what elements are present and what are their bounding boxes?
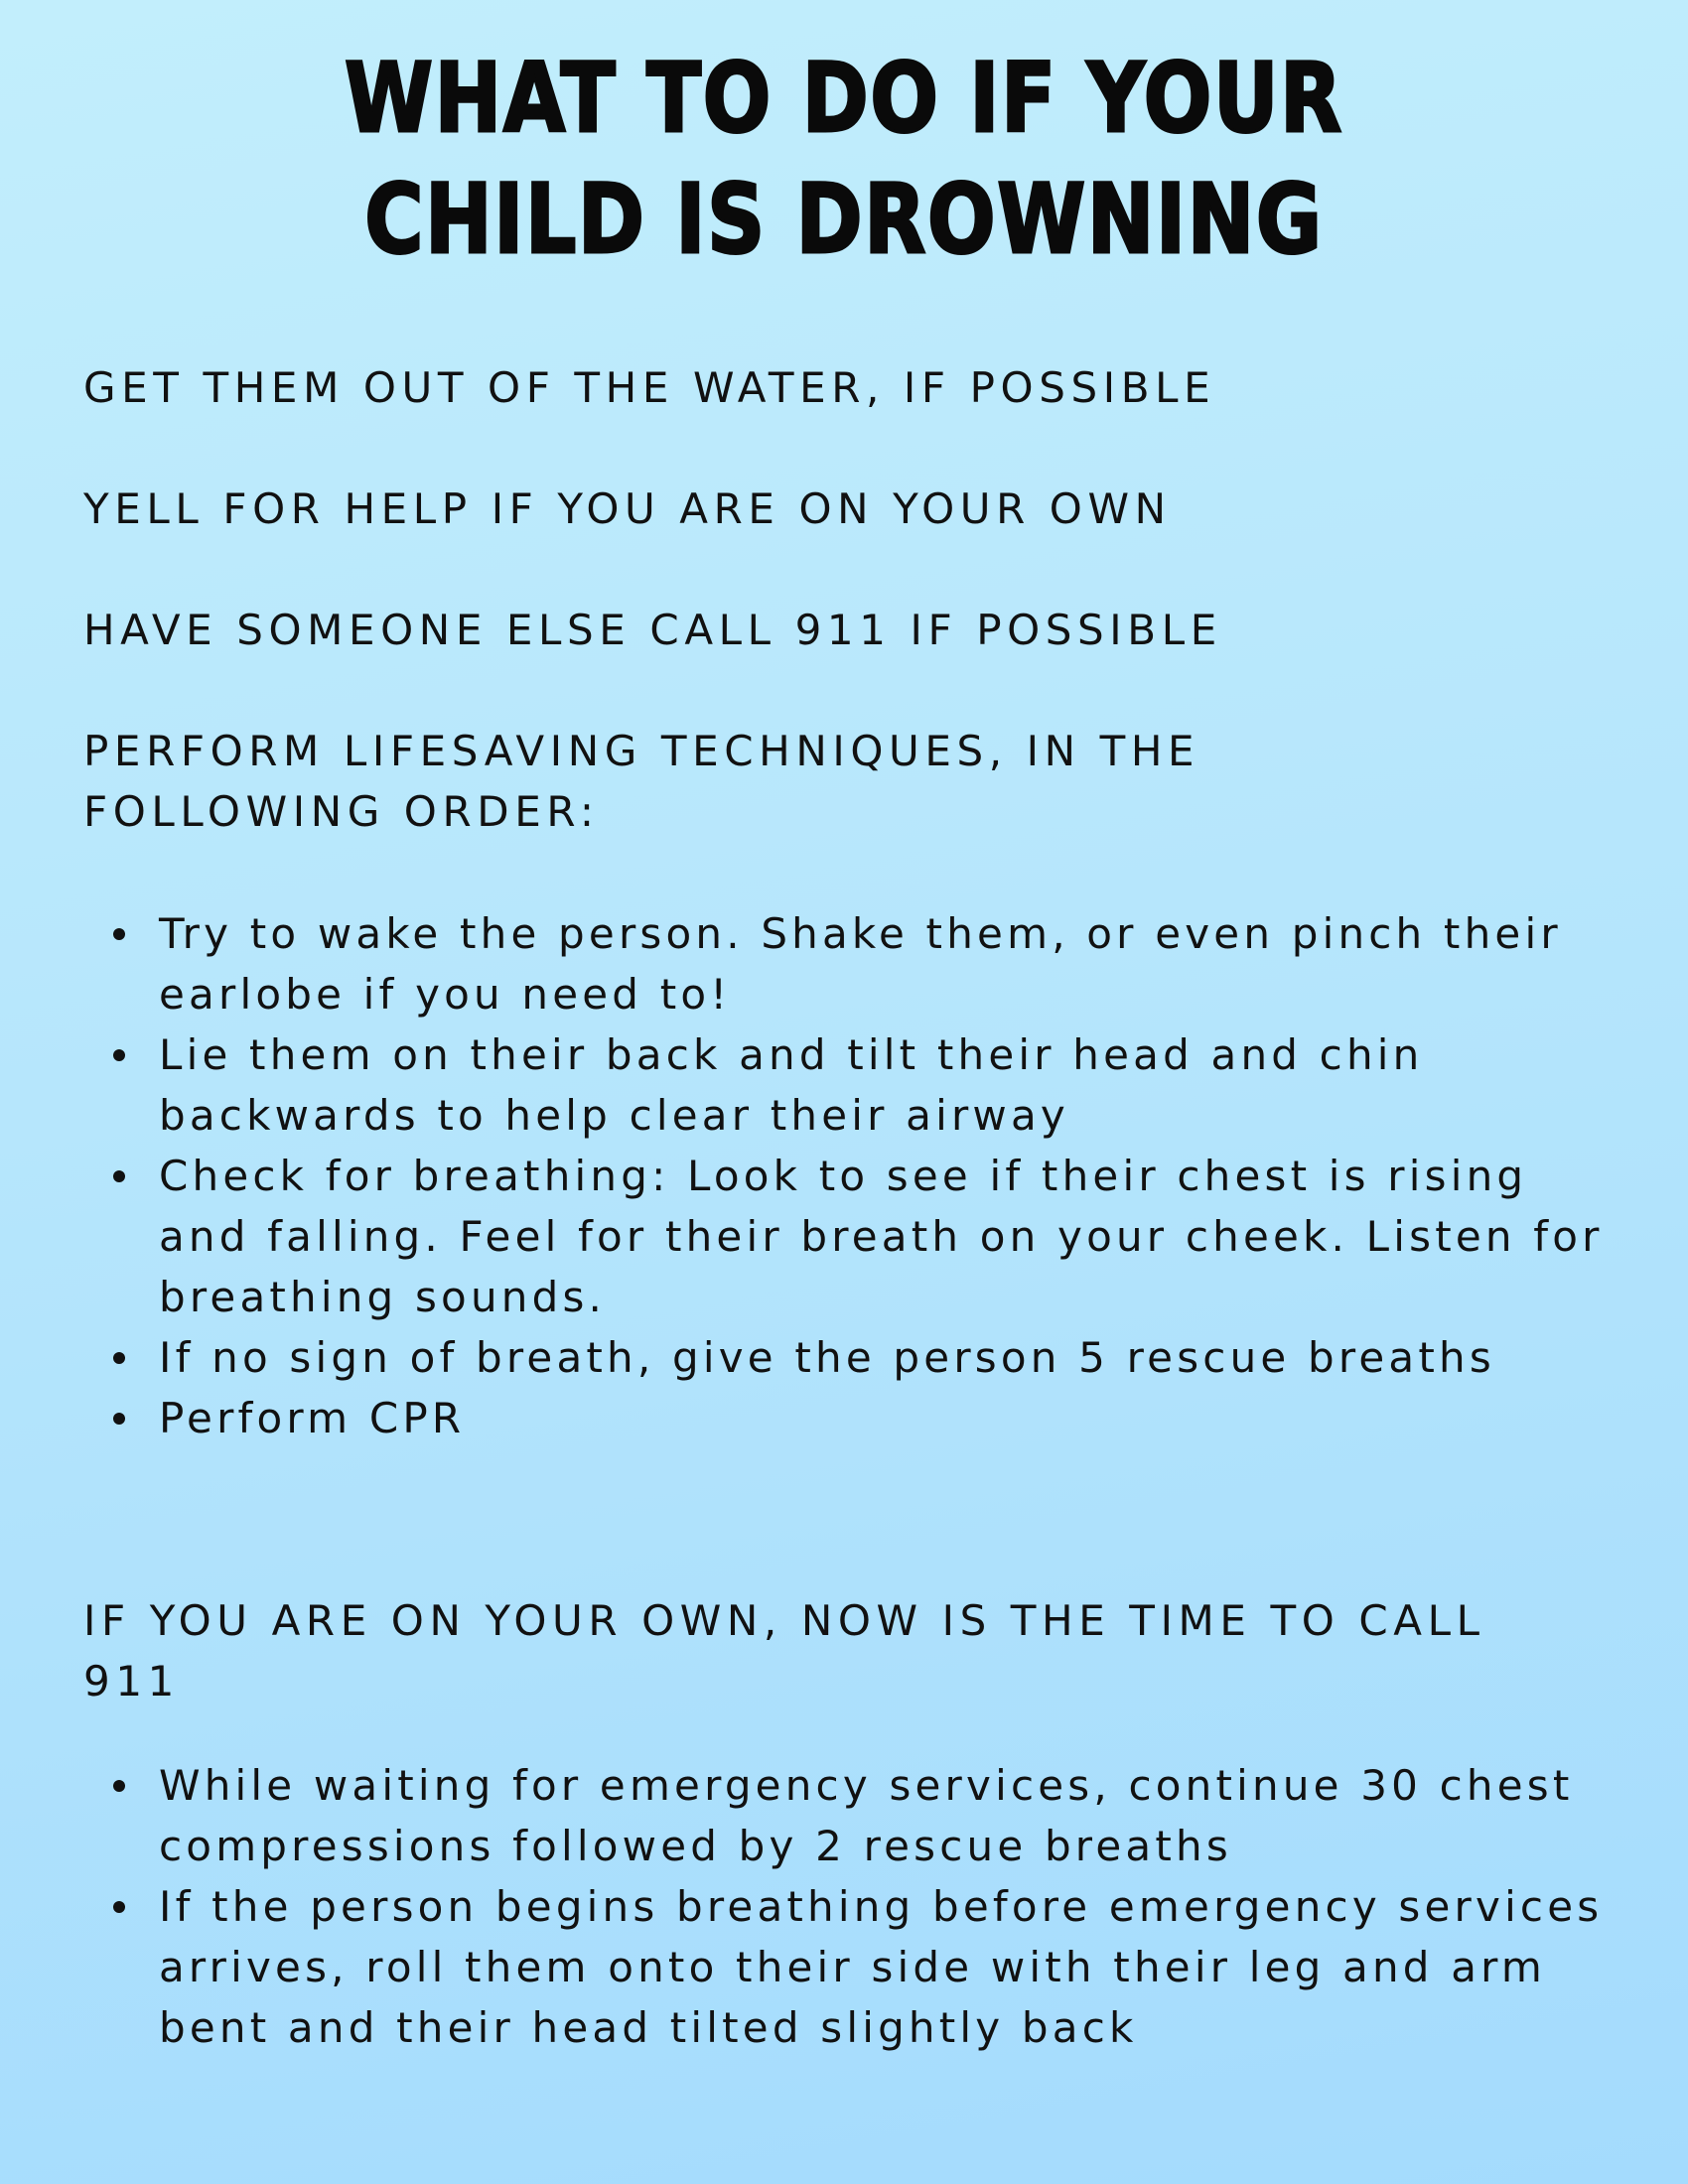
list-item-text: Lie them on their back and tilt their head and chin backwards to help clear their airway xyxy=(159,1030,1424,1140)
step-yell-for-help: YELL FOR HELP IF YOU ARE ON YOUR OWN xyxy=(83,484,1172,533)
title-line-2: CHILD IS DROWNING xyxy=(364,164,1324,275)
bullet-icon xyxy=(113,1352,125,1364)
list-item xyxy=(83,1876,1613,2058)
list-item xyxy=(83,1146,1613,1327)
step-get-out-of-water: GET THEM OUT OF THE WATER, IF POSSIBLE xyxy=(83,363,1216,412)
step-call-911-alone: IF YOU ARE ON YOUR OWN, NOW IS THE TIME TO CALL 911 xyxy=(83,1596,1485,1706)
step-lifesaving-techniques: PERFORM LIFESAVING TECHNIQUES, IN THE FOLLOWING ORDER: xyxy=(83,727,1200,836)
step-call-911: HAVE SOMEONE ELSE CALL 911 IF POSSIBLE xyxy=(83,606,1222,654)
lifesaving-list xyxy=(83,903,1613,1448)
bullet-icon xyxy=(113,928,125,940)
list-item-text: While waiting for emergency services, continue 30 chest compressions followed by 2 rescue breaths xyxy=(159,1761,1574,1870)
list-item xyxy=(83,1755,1613,1876)
bullet-icon xyxy=(113,1049,125,1061)
list-item-text: If the person begins breathing before emergency services arrives, roll them onto their side with their leg and arm bent and their head tilted slightly back xyxy=(159,1882,1604,2052)
bullet-icon xyxy=(113,1780,125,1792)
bullet-icon xyxy=(113,1413,125,1425)
poster-title xyxy=(135,38,1553,280)
list-item xyxy=(83,903,1613,1024)
bullet-icon xyxy=(113,1170,125,1182)
list-item xyxy=(83,1388,1613,1448)
title-line-1: WHAT TO DO IF YOUR xyxy=(345,43,1343,154)
list-item xyxy=(83,1327,1613,1388)
list-item xyxy=(83,1024,1613,1146)
list-item-text: Check for breathing: Look to see if their chest is rising and falling. Feel for their breath on your cheek. Listen for breathing sounds. xyxy=(159,1152,1604,1321)
bullet-icon xyxy=(113,1901,125,1913)
list-item-text: Try to wake the person. Shake them, or even pinch their earlobe if you need to! xyxy=(159,909,1562,1019)
after-call-list xyxy=(83,1755,1613,2058)
list-item-text: If no sign of breath, give the person 5 rescue breaths xyxy=(159,1333,1495,1382)
list-item-text: Perform CPR xyxy=(159,1394,466,1442)
